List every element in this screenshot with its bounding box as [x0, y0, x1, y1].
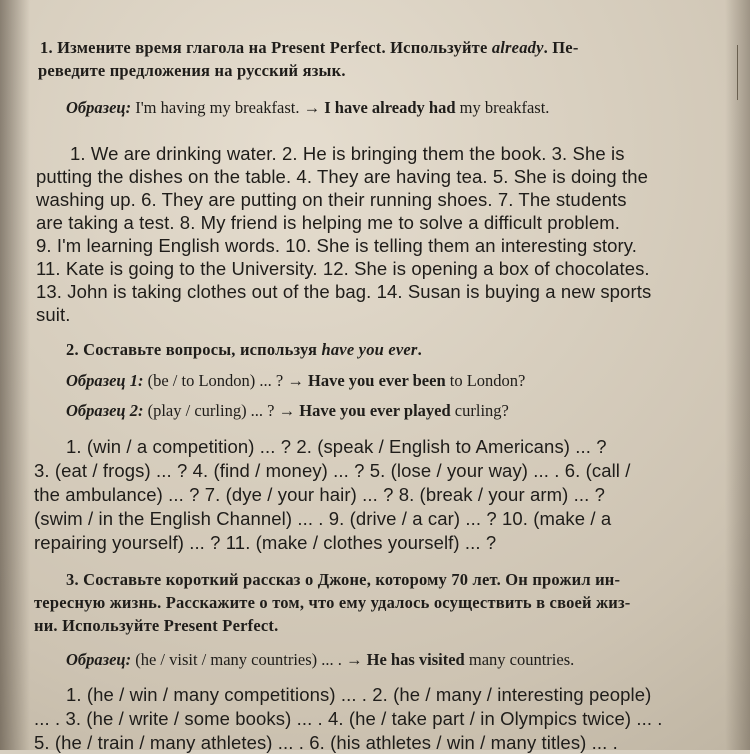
task3-line: 1. (he / win / many competitions) ... . 2. (he / many / interesting people): [66, 684, 652, 705]
task2-sample-2: Образец 2: (play / curling) ... ? → Have you ever played curling?: [66, 401, 509, 420]
task1-heading-line1: 1. Измените время глагола на Present Perfect. Используйте already. Пе-: [40, 38, 579, 57]
task3-heading-line3: ни. Используйте Present Perfect.: [34, 616, 279, 635]
task1-line: putting the dishes on the table. 4. They are having tea. 5. She is doing the: [36, 166, 649, 187]
task2-line: repairing yourself) ... ? 11. (make / clothes yourself) ... ?: [34, 532, 497, 553]
task2-line: 1. (win / a competition) ... ? 2. (speak / English to Americans) ... ?: [66, 436, 607, 457]
task1-line: 9. I'm learning English words. 10. She is telling them an interesting story.: [36, 235, 638, 256]
task1-line: washing up. 6. They are putting on their running shoes. 7. The students: [36, 189, 627, 210]
task1-heading-line2: реведите предложения на русский язык.: [38, 61, 346, 80]
task1-line: 11. Kate is going to the University. 12. She is opening a box of chocolates.: [36, 258, 650, 279]
task1-line: 1. We are drinking water. 2. He is bringing them the book. 3. She is: [70, 143, 625, 164]
task3-heading-line2: тересную жизнь. Расскажите о том, что ему удалось осуществить в своей жиз-: [34, 593, 631, 612]
task2-line: 3. (eat / frogs) ... ? 4. (find / money) ... ? 5. (lose / your way) ... . 6. (call /: [34, 460, 631, 481]
margin-rule: [737, 45, 738, 100]
task1-line: suit.: [36, 304, 71, 325]
task1-keyword: already: [491, 38, 544, 57]
task2-line: the ambulance) ... ? 7. (dye / your hair) ... ? 8. (break / your arm) ... ?: [34, 484, 605, 505]
task1-line: are taking a test. 8. My friend is helping me to solve a difficult problem.: [36, 212, 621, 233]
task1-line: 13. John is taking clothes out of the bag. 14. Susan is buying a new sports: [36, 281, 652, 302]
task3-line: 5. (he / train / many athletes) ... . 6. (his athletes / win / many titles) ... .: [34, 732, 618, 753]
task2-heading: 2. Составьте вопросы, используя have you ever.: [66, 340, 422, 359]
task3-heading-line1: 3. Составьте короткий рассказ о Джоне, которому 70 лет. Он прожил ин-: [66, 570, 621, 589]
task2-line: (swim / in the English Channel) ... . 9. (drive / a car) ... ? 10. (make / a: [34, 508, 612, 529]
task2-sample-1: Образец 1: (be / to London) ... ? → Have you ever been to London?: [66, 371, 526, 390]
task1-sample: Образец: I'm having my breakfast. → I have already had my breakfast.: [66, 98, 550, 117]
page-edge-shadow: [725, 0, 750, 750]
task3-line: ... . 3. (he / write / some books) ... . 4. (he / take part / in Olympics twice) ... .: [34, 708, 663, 729]
task3-sample: Образец: (he / visit / many countries) ... . → He has visited many countries.: [66, 650, 575, 669]
book-spine-shadow: [0, 0, 30, 750]
